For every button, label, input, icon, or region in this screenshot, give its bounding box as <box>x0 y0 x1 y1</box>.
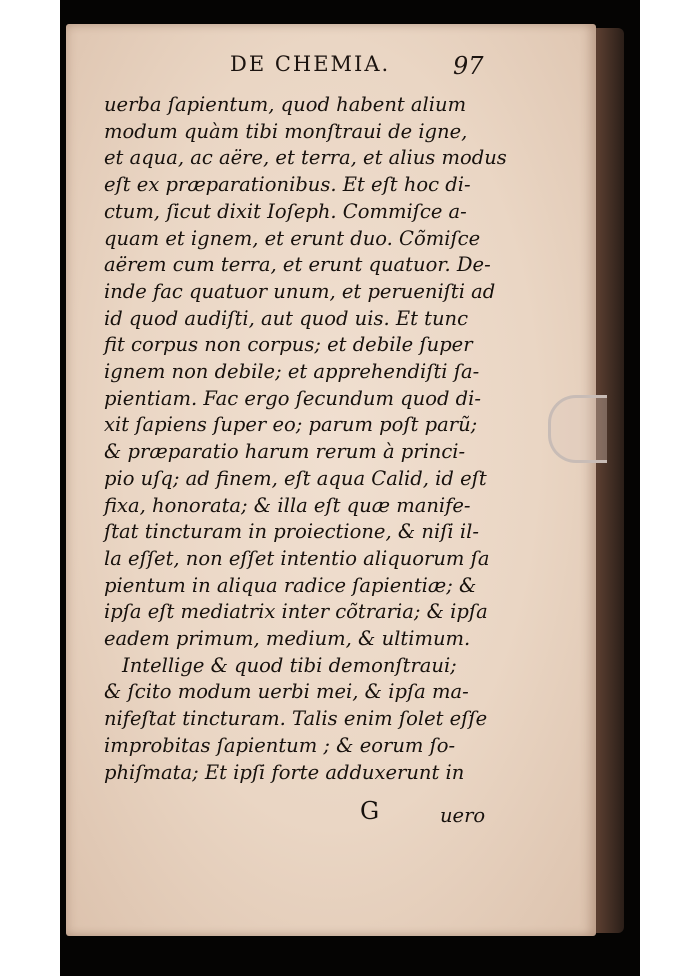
page-number: 97 <box>453 52 484 80</box>
text-line: pio uſq; ad finem, eſt aqua Calid, id eſt <box>104 466 487 490</box>
text-line: pientum in aliqua radice ſapientiæ; & <box>104 573 477 597</box>
text-line: pientiam. Fac ergo ſecundum quod di- <box>104 386 481 410</box>
text-line: ſtat tincturam in proiectione, & niſi il- <box>104 520 479 544</box>
text-line: inde fac quatuor unum, et perueniſti ad <box>104 279 496 303</box>
text-line: eſt ex præparationibus. Et eſt hoc di- <box>104 173 471 197</box>
text-line: aërem cum terra, et erunt quatuor. De- <box>104 253 491 277</box>
text-line: uerba ſapientum, quod habent alium <box>104 93 467 116</box>
text-line: fit corpus non corpus; et debile ſuper <box>104 333 473 357</box>
text-line: eadem primum, medium, & ultimum. <box>104 627 471 651</box>
signature-mark: G <box>360 797 380 825</box>
catchword: uero <box>440 804 486 827</box>
text-line: et aqua, ac aëre, et terra, et alius modus <box>104 146 507 170</box>
text-line: modum quàm tibi monſtraui de igne, <box>104 119 468 143</box>
text-line: la eſſet, non eſſet intentio aliquorum ſa <box>104 546 490 570</box>
text-line: & præparatio harum rerum à princi- <box>104 440 466 464</box>
text-line: & ſcito modum uerbi mei, & ipſa ma- <box>104 680 469 704</box>
text-line: xit ſapiens ſuper eo; parum poſt parũ; <box>104 413 478 437</box>
text-line: phiſmata; Et ipſi forte adduxerunt in <box>104 760 465 784</box>
text-line: ctum, ſicut dixit Ioſeph. Commiſce a- <box>104 199 467 223</box>
text-line: fixa, honorata; & illa eſt quæ manife- <box>104 493 471 517</box>
text-line: improbitas ſapientum ; & eorum ſo- <box>104 733 456 757</box>
text-line: Intellige & quod tibi demonſtraui; <box>122 653 457 677</box>
text-line: ignem non debile; et apprehendiſti ſa- <box>104 360 480 384</box>
running-head: DE CHEMIA. <box>230 52 391 76</box>
body-text <box>104 92 508 786</box>
text-line: ipſa eſt mediatrix inter cõtraria; & ipſa <box>104 600 488 624</box>
text-line: quam et ignem, et erunt duo. Cõmiſce <box>104 226 481 250</box>
text-line: nifeſtat tincturam. Talis enim ſolet eſſe <box>104 707 488 731</box>
page-tab-marker <box>548 395 607 463</box>
text-line: id quod audiſti, aut quod uis. Et tunc <box>104 306 468 330</box>
